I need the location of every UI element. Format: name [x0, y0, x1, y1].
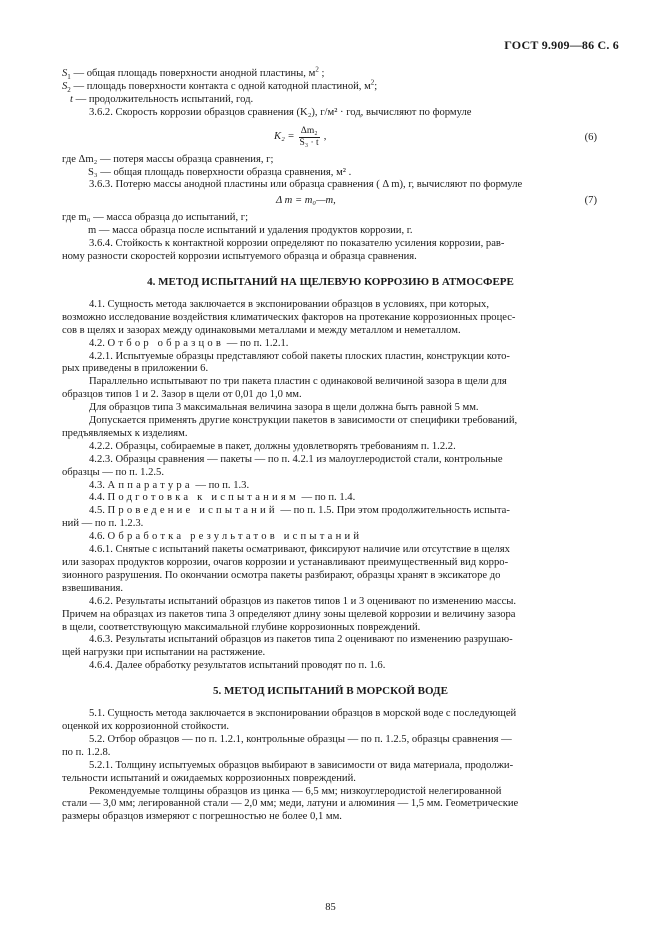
paragraph-4-6-1-line1: 4.6.1. Снятые с испытаний пакеты осматривают, фиксируют наличие или отсутствие в щелях — [89, 544, 510, 556]
paragraph-3-6-4-line2: ному разности скоростей коррозии испытуемого образца и образца сравнения. — [62, 251, 417, 263]
paragraph-5-2-line2: по п. 1.2.8. — [62, 746, 111, 758]
section-5-title: 5. МЕТОД ИСПЫТАНИЙ В МОРСКОЙ ВОДЕ — [213, 685, 448, 698]
formula-6-denominator: S₃ · t — [299, 137, 319, 148]
paragraph-4-6-1-line3: зионного разрушения. По окончании осмотра пакеты разбирают, образцы хранят в эксикаторе до — [62, 569, 501, 581]
paragraph-5-2-1b-line1: Рекомендуемые толщины образцов из цинка — 6,5 мм; низкоуглеродистой нелегированной — [89, 785, 502, 797]
formula-6: K₂ = $\frac{\text{Δm₂}}{\text{S₃ · t}}$ , (6) — [274, 125, 597, 148]
document-header: ГОСТ 9.909—86 С. 6 — [504, 38, 619, 52]
paragraph-4-2-1-line1: 4.2.1. Испытуемые образцы представляют собой пакеты плоских пластин, конструкции кото- — [89, 350, 510, 362]
paragraph-4-2-1c: Для образцов типа 3 максимальная величина зазора в щели должна быть равной 5 мм. — [89, 402, 479, 414]
paragraph-4-6-4: 4.6.4. Далее обработку результатов испытаний проводят по п. 1.6. — [89, 660, 386, 672]
paragraph-4-5: 4.5. Проведение испытаний — по п. 1.5. При этом продолжительность испыта- — [89, 505, 510, 517]
paragraph-5-1-line2: оценкой их коррозионной стойкости. — [62, 720, 230, 732]
formula-6-fraction — [298, 126, 321, 149]
paragraph-4-2-1d-line1: Допускается применять другие конструкции пакетов в зависимости от специфики требований, — [89, 415, 518, 427]
paragraph-4-5-cont: ний — по п. 1.2.3. — [62, 518, 144, 530]
paragraph-4-2-3-line1: 4.2.3. Образцы сравнения — пакеты — по п. 4.2.1 из малоуглеродистой стали, контрольные — [89, 453, 503, 465]
definition-delta-m2: где Δm₂ — потеря массы образца сравнения, г; — [62, 153, 274, 165]
document-body — [62, 65, 599, 824]
paragraph-3-6-3: 3.6.3. Потерю массы анодной пластины или образца сравнения ( Δ m), г, вычисляют по формуле — [89, 179, 523, 191]
paragraph-4-2-1b-line1: Параллельно испытывают по три пакета пластин с одинаковой величиной зазора в щели для — [89, 376, 507, 388]
definition-s3: S₃ — общая площадь поверхности образца сравнения, м² . — [88, 166, 352, 178]
paragraph-4-6-1-line4: взвешивания. — [62, 582, 124, 594]
definition-s1: $S_1$ — общая площадь поверхности анодной пластины, $м^2$ ; — [62, 65, 325, 82]
paragraph-5-2-1-line2: тельности испытаний и ожидаемых коррозионных повреждений. — [62, 772, 356, 784]
paragraph-4-2-2: 4.2.2. Образцы, собираемые в пакет, должны удовлетворять требованиям п. 1.2.2. — [89, 440, 456, 452]
paragraph-4-2-1-line2: рых приведены в приложении 6. — [62, 363, 209, 375]
paragraph-4-1-line1: 4.1. Сущность метода заключается в экспонировании образцов в условиях, при которых, — [89, 298, 489, 310]
page-number: 85 — [325, 902, 336, 913]
equation-number-6: (6) — [584, 131, 597, 143]
definition-s2: $S_2$ — площадь поверхности контакта с одной катодной пластиной, $м^2$; — [62, 78, 378, 95]
paragraph-4-2-1b-line2: образцов типов 1 и 2. Зазор в щели от 0,01 до 1,0 мм. — [62, 389, 302, 401]
paragraph-3-6-2: 3.6.2. Скорость коррозии образцов сравнения (K₂), г/м² · год, вычисляют по формуле — [89, 106, 472, 118]
paragraph-4-3: 4.3. Аппаратура — по п. 1.3. — [89, 479, 250, 491]
paragraph-5-2-1b-line3: размеры образцов измеряют с погрешностью не более 0,1 мм. — [62, 811, 342, 823]
formula-7-expression: Δ m = m₀—m, — [276, 195, 336, 207]
equation-number-7: (7) — [584, 195, 597, 207]
paragraph-4-6-3-line1: 4.6.3. Результаты испытаний образцов из пакетов типа 2 оценивают по изменению разрушаю- — [89, 634, 513, 646]
section-4-title: 4. МЕТОД ИСПЫТАНИЙ НА ЩЕЛЕВУЮ КОРРОЗИЮ В АТМОСФЕРЕ — [147, 275, 514, 288]
formula-7 — [62, 194, 599, 210]
paragraph-5-2-1-line1: 5.2.1. Толщину испытуемых образцов выбирают в зависимости от вида материала, продолжи- — [89, 759, 514, 771]
paragraph-3-6-4-line1: 3.6.4. Стойкость к контактной коррозии определяют по показателю усиления коррозии, рав- — [89, 238, 505, 250]
formula-6-lhs: K₂ = — [274, 130, 295, 142]
paragraph-5-2-1b-line2: стали — 3,0 мм; легированной стали — 2,0 мм; меди, латуни и алюминия — 1,5 мм. Геометрические — [62, 798, 519, 810]
paragraph-4-2-3-line2: образцы — по п. 1.2.5. — [62, 466, 164, 478]
paragraph-4-6: 4.6. Обработка результатов испытаний — [89, 531, 363, 543]
paragraph-4-6-2-line2: Причем на образцах из пакетов типа 3 определяют длину зоны щелевой коррозии и величину зазора — [62, 608, 516, 620]
paragraph-4-6-2-line3: в щели, соответствующую максимальной глубине коррозионных повреждений. — [62, 621, 421, 633]
paragraph-5-2-line1: 5.2. Отбор образцов — по п. 1.2.1, контрольные образцы — по п. 1.2.5, образцы сравнения — — [89, 733, 512, 745]
paragraph-4-4: 4.4. Подготовка к испытаниям — по п. 1.4. — [89, 492, 356, 504]
paragraph-4-6-3-line2: щей нагрузки при испытании на растяжение. — [62, 647, 266, 659]
paragraph-4-6-2-line1: 4.6.2. Результаты испытаний образцов из пакетов типов 1 и 3 оценивают по изменению массы. — [89, 595, 517, 607]
paragraph-5-1-line1: 5.1. Сущность метода заключается в экспонировании образцов в морской воде с последующей — [89, 708, 517, 720]
definition-m: m — масса образца после испытаний и удаления продуктов коррозии, г. — [88, 225, 413, 237]
definition-t: t — продолжительность испытаний, год. — [70, 93, 254, 105]
definition-m0: где m₀ — масса образца до испытаний, г; — [62, 212, 249, 224]
formula-6-numerator: Δm₂ — [300, 125, 318, 136]
paragraph-4-1-line3: сов в щелях и зазорах между одинаковыми металлами и между металлом и неметаллом. — [62, 324, 461, 336]
paragraph-4-6-1-line2: или зазорах продуктов коррозии, очагов коррозии и устанавливают преимущественный вид корро- — [62, 557, 509, 568]
paragraph-4-2-1d-line2: предъявляемых к изделиям. — [62, 427, 188, 439]
paragraph-4-1-line2: возможно исследование воздействия климатических факторов на протекание коррозионных процес- — [62, 311, 516, 323]
paragraph-4-2: 4.2. Отбор образцов — по п. 1.2.1. — [89, 337, 289, 349]
